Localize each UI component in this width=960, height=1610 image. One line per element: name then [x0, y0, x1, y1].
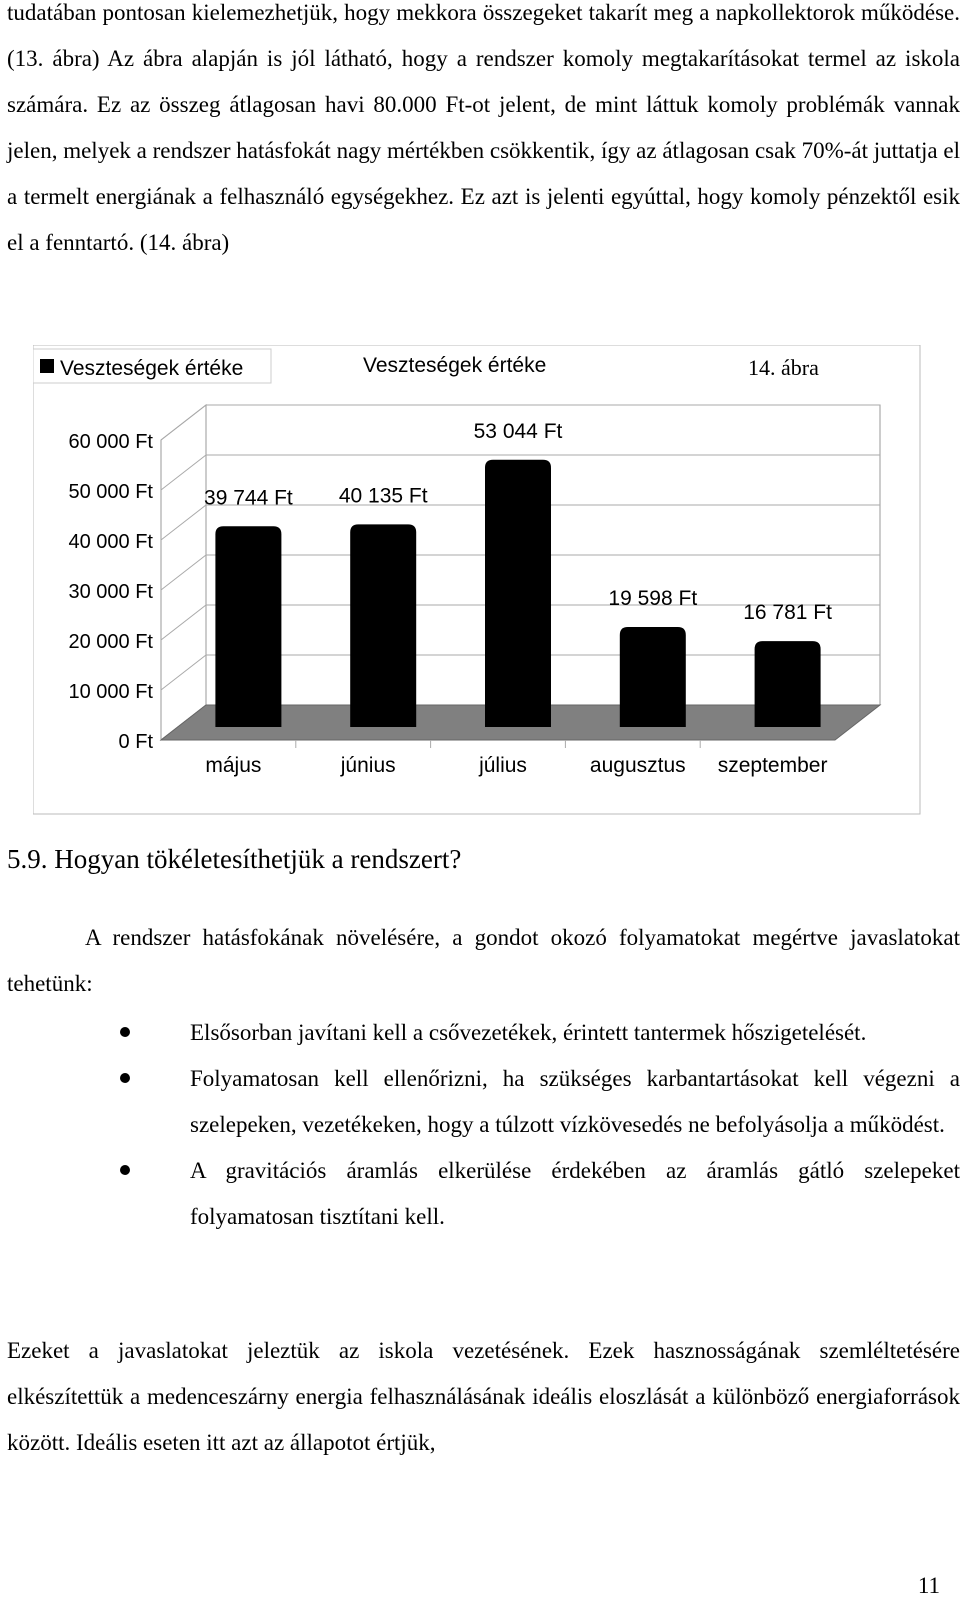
list-item-text: A gravitációs áramlás elkerülése érdekében az áramlás gátló szelepeket folyamatosan tisztítani kell.	[190, 1158, 960, 1229]
x-tick-label: szeptember	[717, 754, 828, 777]
y-tick-label: 10 000 Ft	[68, 681, 153, 703]
y-tick-label: 30 000 Ft	[68, 581, 153, 603]
page-number: 11	[917, 1573, 940, 1598]
bar-value-label: 39 744 Ft	[204, 486, 293, 510]
chart-title: Veszteségek értéke	[363, 354, 547, 377]
list-item	[0, 1056, 960, 1148]
chart-bar	[485, 460, 551, 727]
list-item	[0, 1010, 960, 1056]
paragraph-conclusion: Ezeket a javaslatokat jeleztük az iskola vezetésének. Ezek hasznosságának szemléltetésére elkészítettük a medenceszárny energia felhasználásának ideális eloszlását a különböző energiaforrások között. Ideális eseten itt azt az állapotot értjük,	[7, 1338, 960, 1455]
figure-label: 14. ábra	[748, 355, 819, 380]
x-tick-label: augusztus	[589, 754, 686, 777]
loss-chart	[33, 345, 921, 815]
y-tick-label: 0 Ft	[118, 731, 153, 753]
bullet-icon	[120, 1027, 130, 1037]
x-tick-label: július	[479, 754, 527, 777]
legend-swatch	[40, 359, 54, 373]
list-item	[0, 1148, 960, 1240]
chart-bar	[350, 524, 416, 727]
x-tick-label: június	[340, 754, 396, 777]
y-tick-label: 60 000 Ft	[68, 431, 153, 453]
y-tick-label: 50 000 Ft	[68, 481, 153, 503]
bullet-icon	[120, 1073, 130, 1083]
chart-bar	[755, 641, 821, 727]
bullet-icon	[120, 1165, 130, 1175]
y-tick-label: 40 000 Ft	[68, 531, 153, 553]
suggestion-list	[0, 1010, 960, 1240]
list-item-text: Folyamatosan kell ellenőrizni, ha szükséges karbantartásokat kell végezni a szelepeken, vezetékeken, hogy a túlzott vízkövesedés ne befolyásolja a működést.	[190, 1066, 960, 1137]
chart-bar	[215, 526, 281, 727]
bar-value-label: 19 598 Ft	[608, 587, 698, 611]
y-tick-label: 20 000 Ft	[68, 631, 153, 653]
plot-area	[68, 405, 880, 777]
paragraph-intro: tudatában pontosan kielemezhetjük, hogy mekkora összegeket takarít meg a napkollektorok működése. (13. ábra) Az ábra alapján is jól látható, hogy a rendszer komoly megtakarításokat termel az iskola számára. Ez az összeg átlagosan havi 80.000 Ft-ot jelent, de mint láttuk komoly problémák vannak jelen, melyek a rendszer hatásfokát nagy mértékben csökkentik, így az átlagosan csak 70%-át juttatja el a termelt energiának a felhasználó egységekhez. Ez azt is jelenti egyúttal, hogy komoly pénzektől esik el a fenntartó. (14. ábra)	[7, 0, 960, 255]
bar-value-label: 53 044 Ft	[473, 419, 563, 443]
section-heading: 5.9. Hogyan tökéletesíthetjük a rendszert?	[7, 844, 462, 874]
chart-bar	[620, 627, 686, 727]
list-item-text: Elsősorban javítani kell a csővezetékek, érintett tantermek hőszigetelését.	[190, 1020, 867, 1045]
paragraph-suggestions: A rendszer hatásfokának növelésére, a gondot okozó folyamatokat megértve javaslatokat tehetünk:	[7, 925, 960, 996]
bar-value-label: 16 781 Ft	[743, 601, 832, 625]
bar-value-label: 40 135 Ft	[338, 484, 428, 508]
loss-chart-svg	[33, 345, 921, 815]
x-tick-label: május	[205, 754, 262, 777]
legend-label: Veszteségek értéke	[60, 357, 244, 380]
